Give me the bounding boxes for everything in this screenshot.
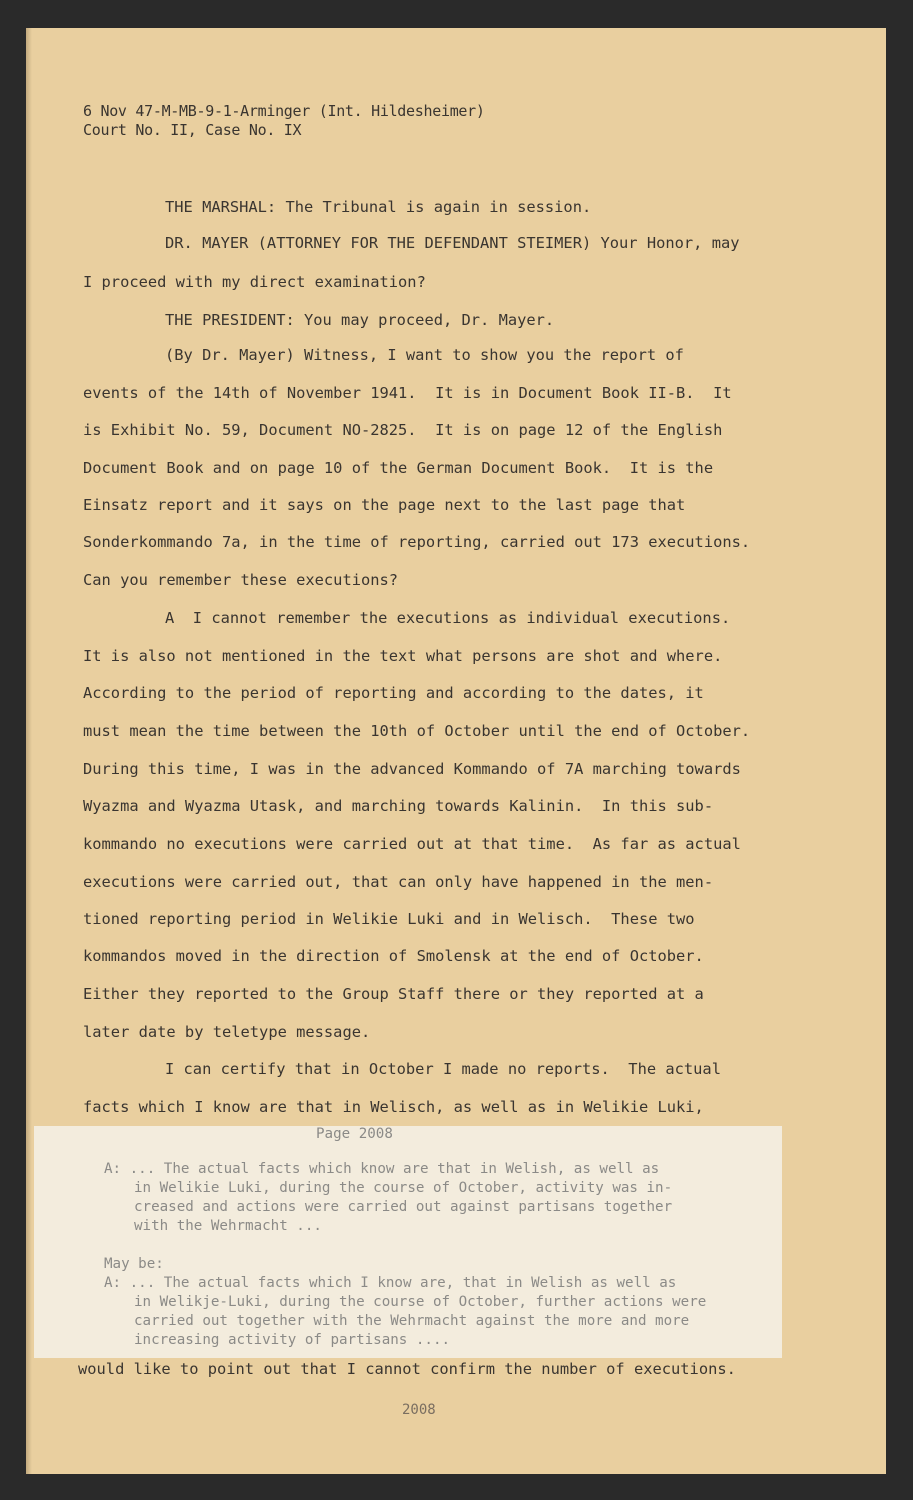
body-line: Can you remember these executions? [83,571,399,589]
body-line: (By Dr. Mayer) Witness, I want to show you the report of [165,346,684,364]
slip-line: with the Wehrmacht ... [134,1218,322,1234]
slip-line: May be: [104,1256,164,1272]
slip-line: in Welikie Luki, during the course of October, activity was in- [134,1180,673,1196]
body-line: executions were carried out, that can only have happened in the men- [83,873,714,891]
body-line: kommando no executions were carried out at that time. As far as actual [83,835,741,853]
body-line: Document Book and on page 10 of the German Document Book. It is the [83,459,714,477]
slip-line: creased and actions were carried out against partisans together [134,1199,673,1215]
slip-line: in Welikje-Luki, during the course of October, further actions were [134,1294,707,1310]
slip-page-label: Page 2008 [316,1126,393,1142]
body-line: It is also not mentioned in the text what persons are shot and where. [83,647,723,665]
page-number: 2008 [402,1402,436,1418]
slip-line: carried out together with the Wehrmacht against the more and more [134,1313,690,1329]
body-line: According to the period of reporting and according to the dates, it [83,684,704,702]
slip-line: A: ... The actual facts which I know are, that in Welish as well as [104,1275,677,1291]
page-edge-shadow [26,28,32,1474]
header-line-2: Court No. II, Case No. IX [83,121,302,139]
body-line: is Exhibit No. 59, Document NO-2825. It is on page 12 of the English [83,421,723,439]
body-line: Sonderkommando 7a, in the time of reporting, carried out 173 executions. [83,533,751,551]
body-line: tioned reporting period in Welikie Luki and in Welisch. These two [83,910,695,928]
body-line: Wyazma and Wyazma Utask, and marching towards Kalinin. In this sub- [83,797,714,815]
document-page [26,28,886,1474]
slip-line: increasing activity of partisans .... [134,1332,451,1348]
body-line: later date by teletype message. [83,1023,371,1041]
body-line: DR. MAYER (ATTORNEY FOR THE DEFENDANT STEIMER) Your Honor, may [165,234,740,252]
correction-slip [34,1126,782,1358]
body-line: kommandos moved in the direction of Smolensk at the end of October. [83,947,704,965]
closing-line: would like to point out that I cannot confirm the number of executions. [78,1360,736,1378]
body-line: Einsatz report and it says on the page next to the last page that [83,496,686,514]
body-line: must mean the time between the 10th of October until the end of October. [83,722,751,740]
body-line: events of the 14th of November 1941. It is in Document Book II-B. It [83,384,732,402]
body-line: I proceed with my direct examination? [83,273,426,291]
body-line: Either they reported to the Group Staff there or they reported at a [83,985,704,1003]
header-line-1: 6 Nov 47-M-MB-9-1-Arminger (Int. Hildesheimer) [83,102,485,120]
body-line: THE PRESIDENT: You may proceed, Dr. Mayer. [165,311,555,329]
body-line: facts which I know are that in Welisch, as well as in Welikie Luki, [83,1098,704,1116]
body-line: A I cannot remember the executions as individual executions. [165,609,731,627]
body-line: THE MARSHAL: The Tribunal is again in session. [165,198,592,216]
body-line: I can certify that in October I made no reports. The actual [165,1060,721,1078]
slip-line: A: ... The actual facts which know are that in Welish, as well as [104,1161,660,1177]
body-line: During this time, I was in the advanced Kommando of 7A marching towards [83,760,741,778]
